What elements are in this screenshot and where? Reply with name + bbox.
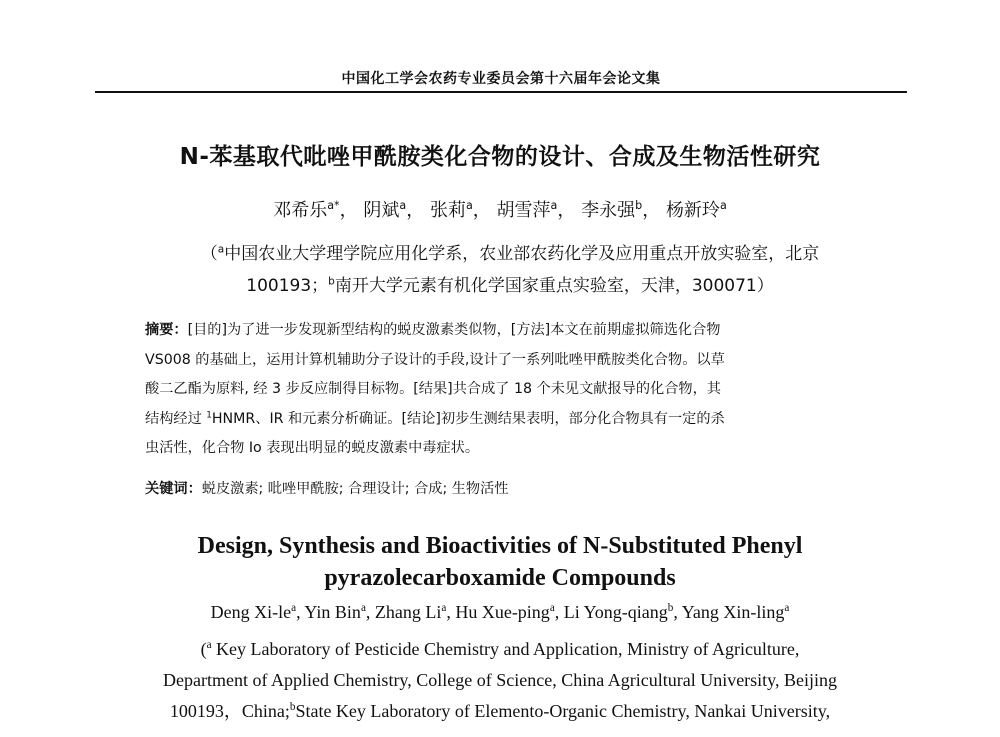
affil-text: 中国农业大学理学院应用化学系，农业部农药化学及应用重点开放实验室，北京 [224,244,820,264]
abstract-sup: 1 [206,409,212,420]
author-sep: , [446,602,456,622]
author-name: Yin Bin [304,602,361,622]
author-name: Hu Xue-ping [455,602,550,622]
affil-line [140,270,880,302]
english-title-line: Design, Synthesis and Bioactivities of N-Substituted Phenyl [197,533,803,559]
abstract-text: [目的]为了进一步发现新型结构的蜕皮激素类似物，[方法]本文在前期虚拟筛选化合物 [187,322,721,338]
author-name: Yang Xin-ling [681,602,785,622]
abstract-line: 虫活性，化合物 Io 表现出明显的蜕皮激素中毒症状。 [145,440,480,456]
author-sup: a [360,602,366,614]
author-sup: a [784,602,790,614]
author-sep: ， [406,200,425,221]
abstract-text: HNMR、IR 和元素分析确证。[结论]初步生测结果表明，部分化合物具有一定的杀 [211,410,725,427]
english-title [0,530,1000,594]
chinese-keywords [145,478,875,498]
author-sep: ， [339,200,358,221]
affil-sup: b [328,275,335,288]
affil-line [60,634,940,665]
affil-sup: a [206,639,212,651]
chinese-authors [0,196,1000,222]
author-name: Zhang Li [374,602,442,622]
english-title-line: pyrazolecarboxamide Compounds [324,565,676,591]
author-name: 李永强 [581,200,636,221]
author-sup: a [465,199,473,212]
affil-open: （ [200,244,218,264]
author-sep: , [554,602,564,622]
author-sep: ， [472,200,491,221]
author-sup: a [719,199,727,212]
author-sup: a [549,602,555,614]
header-rule [95,91,907,93]
author-sep: , [673,602,682,622]
author-sep: , [365,602,375,622]
english-authors [0,602,1000,623]
author-sep: , [296,602,305,622]
affil-open: ( [200,639,207,659]
affil-text: 南开大学元素有机化学国家重点实验室，天津，300071） [334,276,774,296]
chinese-affiliation [140,238,880,302]
author-name: Deng Xi-le [210,602,292,622]
abstract-line [145,405,875,435]
author-name: 胡雪萍 [496,200,551,221]
abstract-line: 酸二乙酯为原料, 经 3 步反应制得目标物。[结果]共合成了 18 个未见文献报导的化合物，其 [145,381,721,397]
author-sup: a [399,199,407,212]
affil-sup: a [217,243,225,256]
english-affiliation [60,634,940,727]
abstract-text: 结构经过 [145,410,207,427]
author-name: 邓希乐 [273,200,328,221]
keywords-text: 蜕皮激素; 吡唑甲酰胺; 合理设计; 合成; 生物活性 [201,481,509,497]
author-name: 张莉 [429,200,466,221]
affil-sup: b [289,701,296,713]
author-sup: a* [327,199,340,212]
affil-line [140,238,880,270]
affil-text: Key Laboratory of Pesticide Chemistry and Application, Ministry of Agriculture, [211,639,800,659]
keywords-label: 关键词： [145,481,202,497]
author-sep: ， [642,200,661,221]
author-name: 杨新玲 [665,200,720,221]
running-header: 中国化工学会农药专业委员会第十六届年会论文集 [341,71,661,87]
affil-text: State Key Laboratory of Elemento-Organic Chemistry, Nankai University, [295,701,831,721]
author-sup: b [635,199,643,212]
author-name: Li Yong-qiang [563,602,668,622]
affil-text: 100193； [246,276,329,296]
abstract-line: VS008 的基础上，运用计算机辅助分子设计的手段,设计了一系列吡唑甲酰胺类化合物。以草 [145,351,725,368]
chinese-abstract [145,316,875,464]
author-name: 阴斌 [363,200,400,221]
chinese-title: N-苯基取代吡唑甲酰胺类化合物的设计、合成及生物活性研究 [179,144,821,170]
author-sep: ， [557,200,576,221]
author-sup: a [441,602,447,614]
affil-text: 100193，China; [169,701,290,721]
affil-line: Department of Applied Chemistry, College of Science, China Agricultural University, Beijing [162,670,838,690]
author-sup: a [550,199,558,212]
abstract-label: 摘要： [145,322,188,338]
author-sup: a [291,602,297,614]
author-sup: b [667,602,674,614]
affil-line [60,696,940,727]
abstract-line [145,316,875,346]
